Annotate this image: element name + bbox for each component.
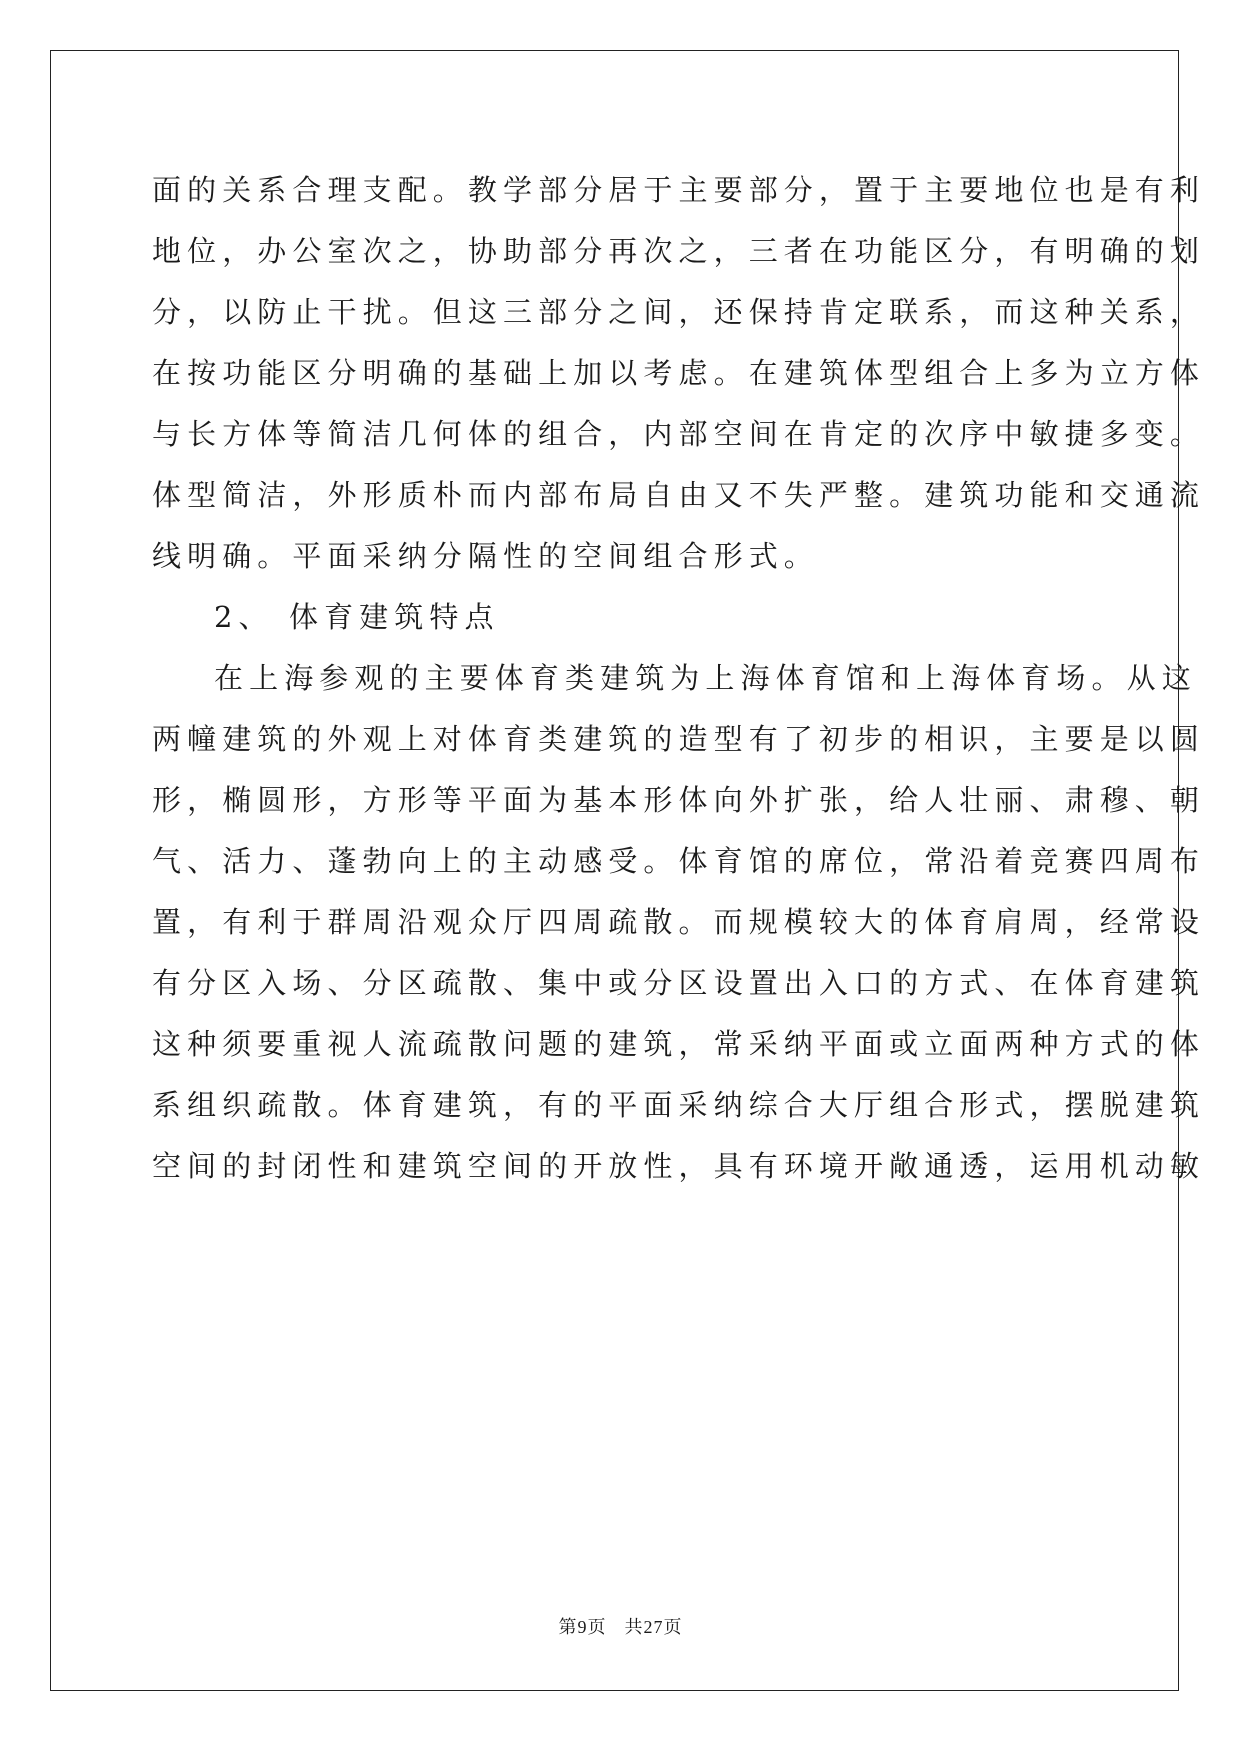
document-body: [152, 160, 1206, 1197]
text-line: 有分区入场、分区疏散、集中或分区设置出入口的方式、在体育建筑: [152, 966, 1206, 1000]
text-line: 形，椭圆形，方形等平面为基本形体向外扩张，给人壮丽、肃穆、朝: [152, 783, 1206, 817]
text-line: 在按功能区分明确的基础上加以考虑。在建筑体型组合上多为立方体: [152, 356, 1206, 390]
text-line: 置，有利于群周沿观众厅四周疏散。而规模较大的体育肩周，经常设: [152, 905, 1206, 939]
text-line: 两幢建筑的外观上对体育类建筑的造型有了初步的相识，主要是以圆: [152, 722, 1206, 756]
paragraph-first-line: 在上海参观的主要体育类建筑为上海体育馆和上海体育场。从这: [214, 661, 1197, 695]
text-line: 与长方体等简洁几何体的组合，内部空间在肯定的次序中敏捷多变。: [152, 417, 1206, 451]
text-line: 空间的封闭性和建筑空间的开放性，具有环境开敞通透，运用机动敏: [152, 1149, 1206, 1183]
text-line: 面的关系合理支配。教学部分居于主要部分，置于主要地位也是有利: [152, 173, 1206, 207]
text-line: 地位，办公室次之，协助部分再次之，三者在功能区分，有明确的划: [152, 234, 1206, 268]
page-footer: [0, 1613, 1241, 1639]
text-line: 体型简洁，外形质朴而内部布局自由又不失严整。建筑功能和交通流: [152, 478, 1206, 512]
page-count: 共27页: [624, 1617, 683, 1637]
text-line: 线明确。平面采纳分隔性的空间组合形式。: [152, 539, 819, 573]
section-heading: 2、 体育建筑特点: [214, 600, 500, 634]
text-line: 气、活力、蓬勃向上的主动感受。体育馆的席位，常沿着竞赛四周布: [152, 844, 1206, 878]
text-line: 系组织疏散。体育建筑，有的平面采纳综合大厅组合形式，摆脱建筑: [152, 1088, 1206, 1122]
text-line: 分，以防止干扰。但这三部分之间，还保持肯定联系，而这种关系，: [152, 295, 1206, 329]
text-line: 这种须要重视人流疏散问题的建筑，常采纳平面或立面两种方式的体: [152, 1027, 1206, 1061]
page-number: 第9页: [558, 1617, 607, 1637]
